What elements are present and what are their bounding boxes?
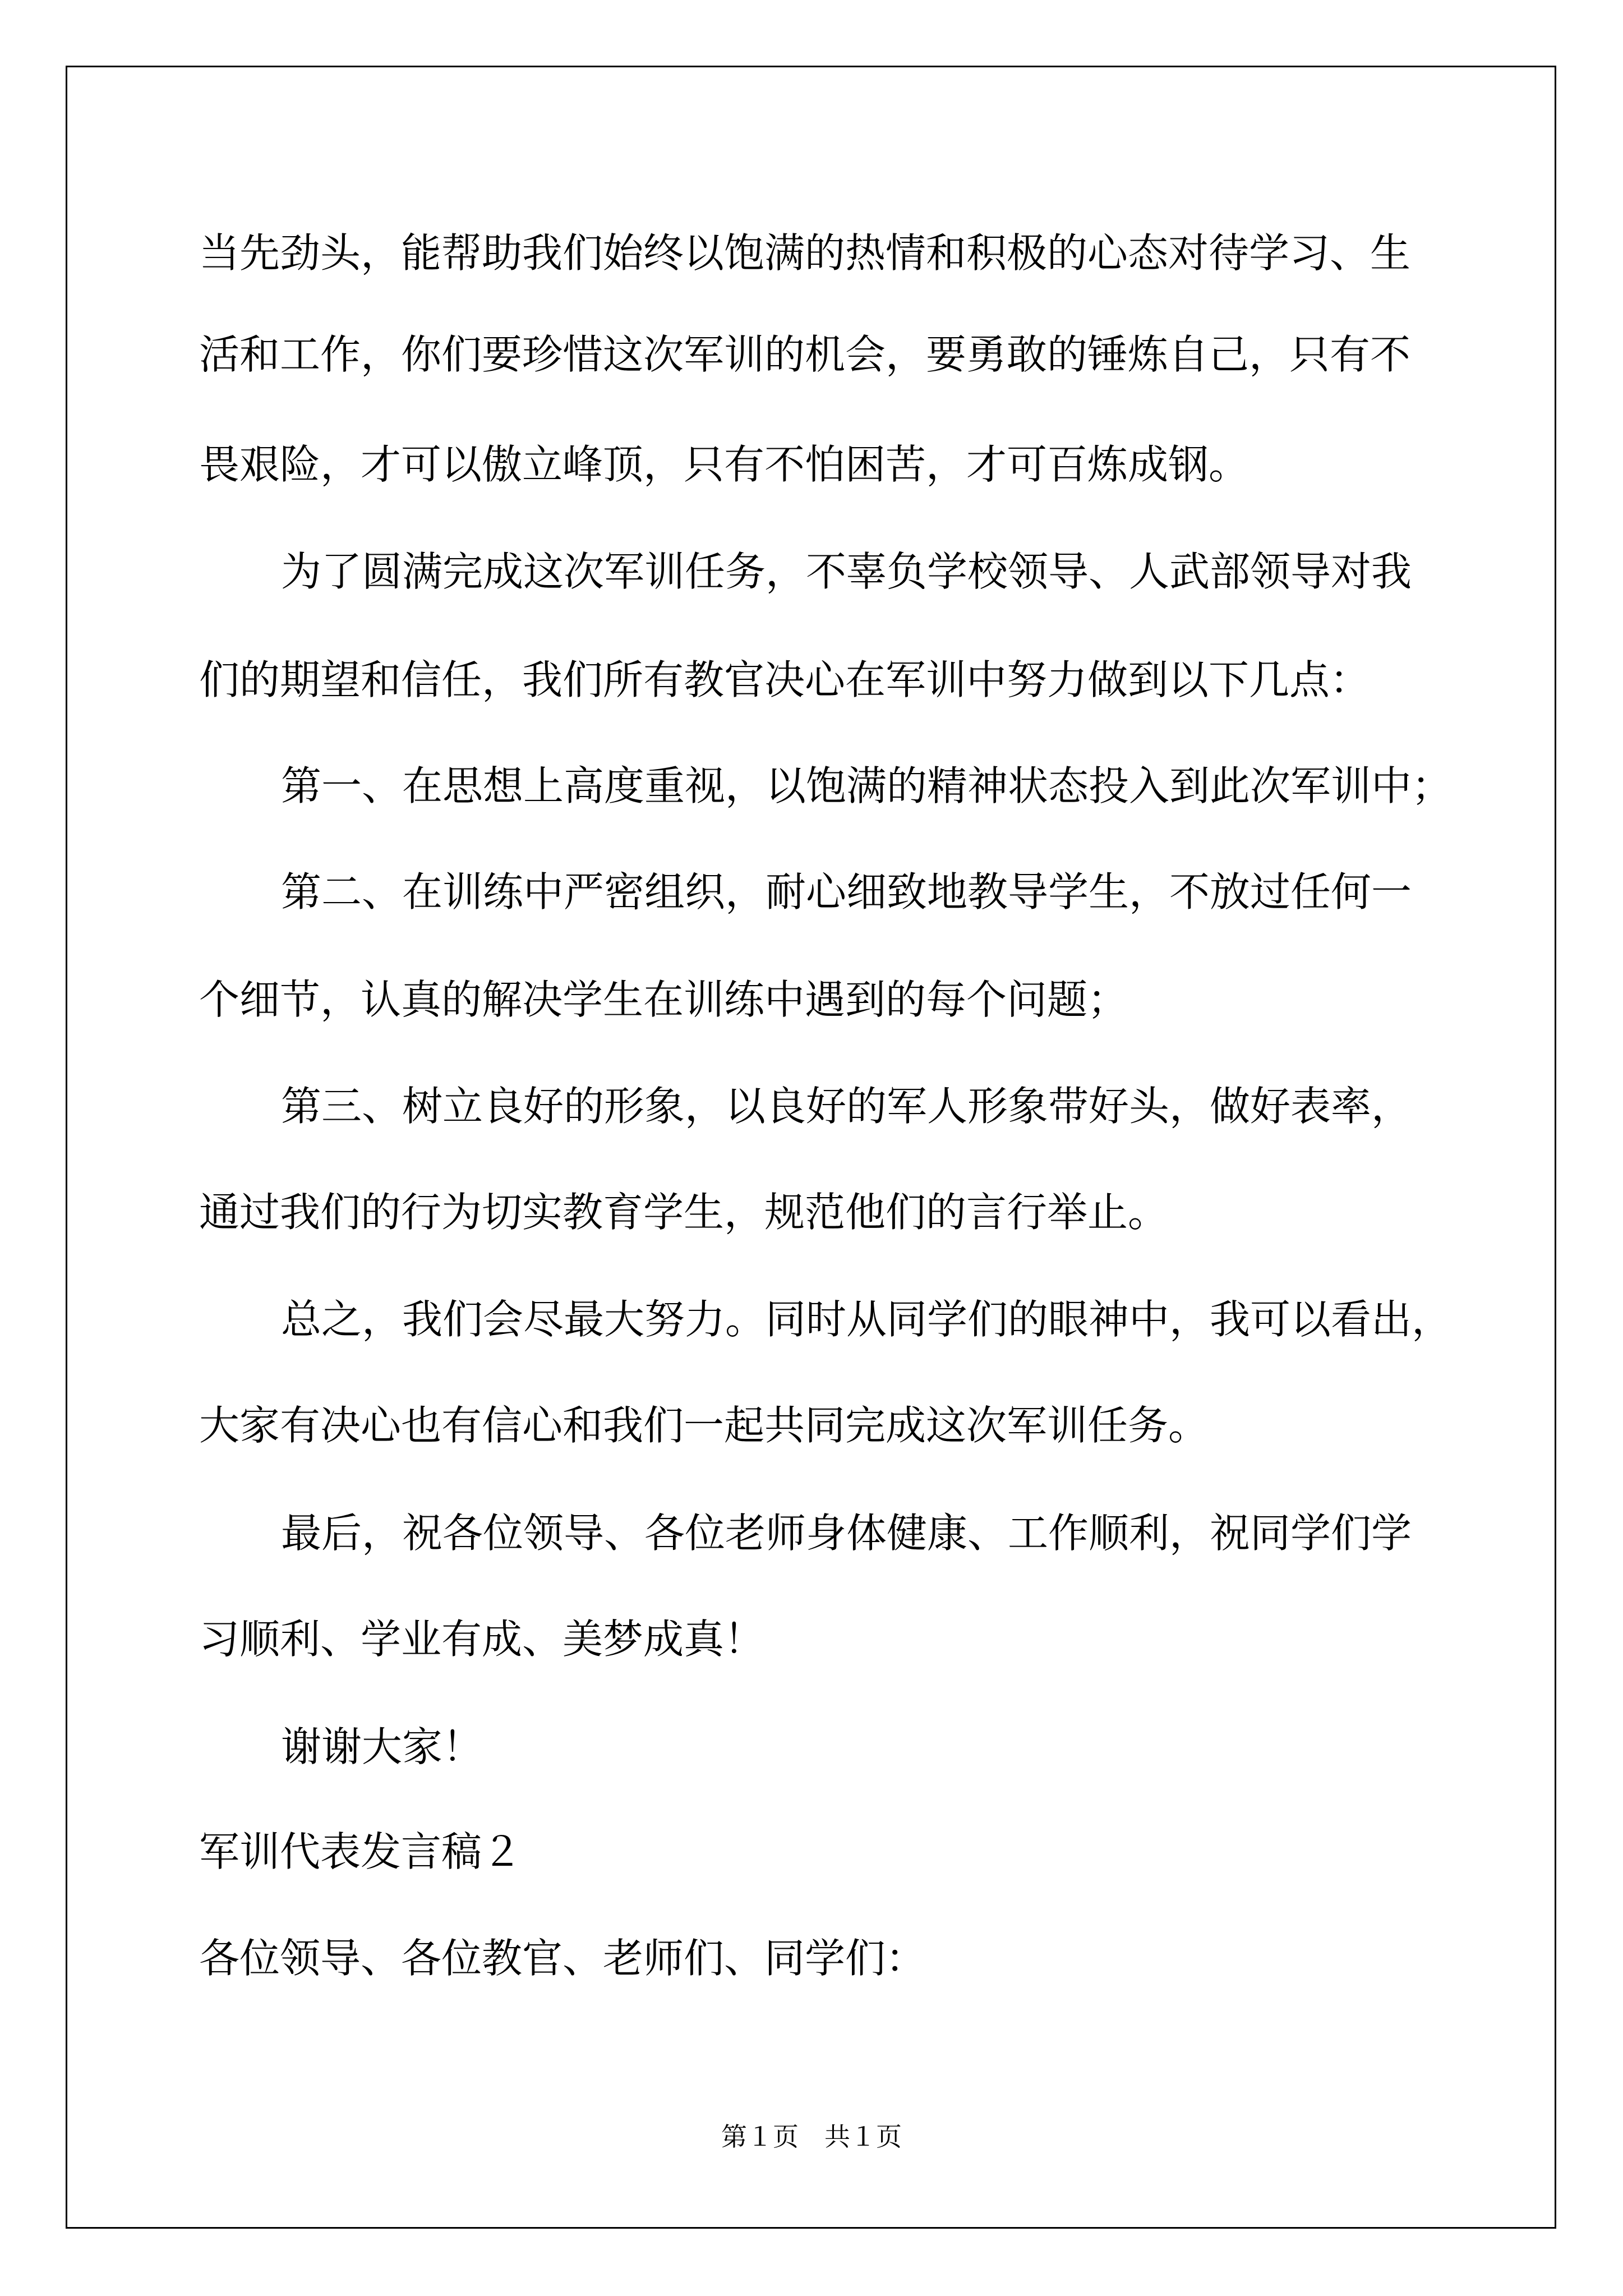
- text-line: 通过我们的行为切实教育学生，规范他们的言行举止。: [199, 1189, 1169, 1236]
- paragraph-first-line: 最后，祝各位领导、各位老师身体健康、工作顺利，祝同学们学: [281, 1510, 1412, 1557]
- paragraph-first-line: 总之，我们会尽最大努力。同时从同学们的眼神中，我可以看出，: [281, 1296, 1453, 1343]
- text-line: 畏艰险，才可以傲立峰顶，只有不怕困苦，才可百炼成钢。: [199, 441, 1249, 488]
- paragraph-first-line: 谢谢大家！: [281, 1723, 483, 1770]
- paragraph-first-line: 为了圆满完成这次军训任务，不辜负学校领导、人武部领导对我: [281, 548, 1412, 595]
- text-line: 们的期望和信任，我们所有教官决心在军训中努力做到以下几点：: [199, 656, 1371, 703]
- paragraph-first-line: 第一、在思想上高度重视，以饱满的精神状态投入到此次军训中；: [281, 762, 1453, 809]
- text-line: 大家有决心也有信心和我们一起共同完成这次军训任务。: [199, 1402, 1209, 1449]
- page-footer: 第１页 共１页: [721, 2122, 902, 2152]
- paragraph-first-line: 第三、树立良好的形象，以良好的军人形象带好头，做好表率，: [281, 1083, 1412, 1130]
- paragraph-first-line: 第二、在训练中严密组织，耐心细致地教导学生，不放过任何一: [281, 868, 1412, 915]
- page-border: [66, 66, 1556, 2229]
- text-line: 个细节，认真的解决学生在训练中遇到的每个问题；: [199, 976, 1128, 1023]
- section-heading: 军训代表发言稿２: [199, 1828, 523, 1875]
- salutation-line: 各位领导、各位教官、老师们、同学们：: [199, 1935, 926, 1982]
- text-line: 习顺利、学业有成、美梦成真！: [199, 1616, 765, 1663]
- text-line: 活和工作，你们要珍惜这次军训的机会，要勇敢的锤炼自己，只有不: [199, 331, 1411, 378]
- text-line: 当先劲头，能帮助我们始终以饱满的热情和积极的心态对待学习、生: [199, 229, 1411, 277]
